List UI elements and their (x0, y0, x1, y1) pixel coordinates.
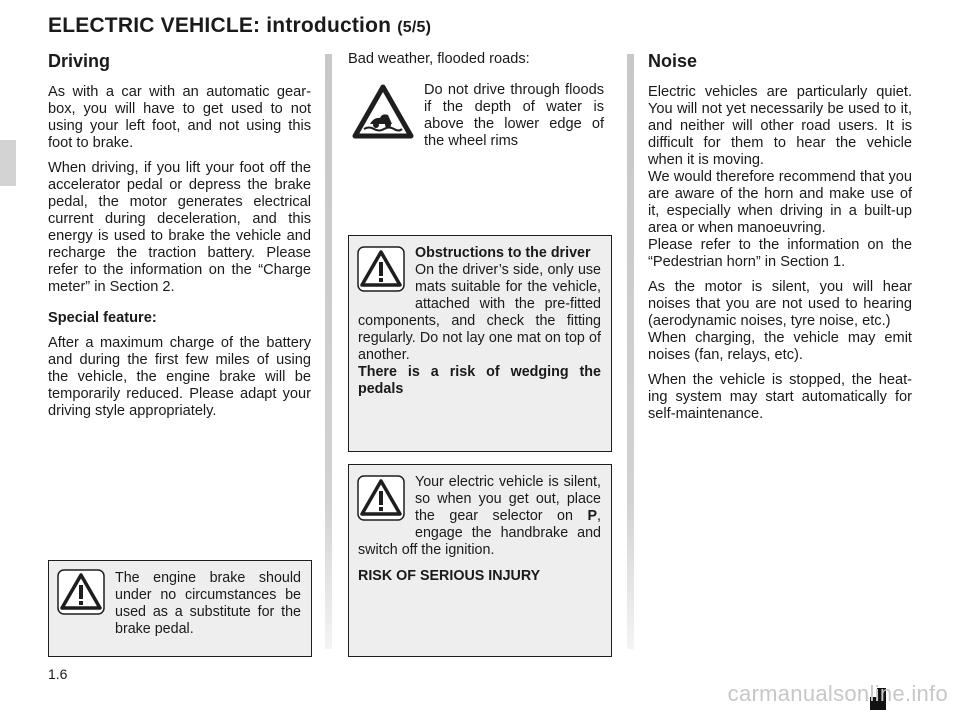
warning-triangle-icon (57, 569, 105, 615)
icon-float-spacer (358, 245, 415, 297)
engine-brake-warning-text: The engine brake should under no circumstances be used as a substitute for the brake pedal. (115, 570, 301, 637)
bad-weather-intro: Bad weather, flooded roads: (348, 51, 530, 67)
page-title (48, 14, 431, 38)
flood-warning-text: Do not drive through floods if the depth of water is above the lower edge of the wheel rims (424, 82, 604, 149)
silent-text-after: , engage the handbrake and switch off the ignition. (358, 508, 601, 558)
special-feature-label: Special feature: (48, 310, 157, 326)
gear-p-label: P (587, 508, 597, 524)
silent-vehicle-warning-box (348, 464, 612, 657)
driving-paragraph-2: When driving, if you lift your foot off the accelerator pedal or depress the brake pedal, the motor generates electrical current during deceleration, and this energy is used to brake the vehicle and recharge the traction battery. Please refer to the information on the “Charge meter” in Section 2. (48, 160, 311, 295)
noise-paragraph-2b: When charging, the vehicle may emit noises (fan, relays, etc). (648, 330, 912, 363)
obstructions-text: On the driver’s side, only use mats suitable for the vehicle, attached with the pre-fitted components, and check the fitting regularly. Do not lay one mat on top of another. (358, 262, 601, 363)
flooded-road-icon (352, 84, 414, 140)
obstructions-content (358, 245, 601, 398)
icon-float-spacer (358, 474, 415, 526)
noise-paragraph-2: As the motor is silent, you will hear noises that you are not used to hearing (aerodynamic noises, tyre noise, etc.) (648, 279, 912, 329)
page-title-suffix: (5/5) (397, 19, 432, 36)
obstructions-emphasis: There is a risk of wedging the pedals (358, 364, 601, 397)
obstructions-title: Obstructions to the driver (415, 245, 591, 261)
page-number: 1.6 (48, 666, 68, 682)
noise-heading: Noise (648, 51, 698, 71)
silent-text-before: Your electric vehicle is silent, so when you get out, place the gear selector on (415, 474, 601, 524)
section-tab-marker (0, 140, 16, 186)
obstructions-warning-box (348, 235, 612, 452)
noise-paragraph-1c: Please refer to the information on the “Pedestrian horn” in Section 1. (648, 237, 912, 270)
noise-paragraph-1b: We would therefore recommend that you are aware of the horn and make use of it, especially when driving in a built-up area or when manoeuvring. (648, 169, 912, 236)
driving-paragraph-1: As with a car with an automatic gear-box, you will have to get used to not using your left foot, and not using this foot to brake. (48, 84, 311, 151)
driving-paragraph-3: After a maximum charge of the battery and during the first few miles of using the vehicle, the engine brake will be temporarily reduced. Please adapt your driving style appropriately. (48, 335, 311, 419)
page-title-text: ELECTRIC VEHICLE: introduction (48, 14, 392, 37)
column-divider-right (627, 54, 634, 649)
engine-brake-warning-box (48, 560, 312, 657)
watermark: carmanualsonline.info (727, 681, 948, 706)
noise-paragraph-1: Electric vehicles are particularly quiet. You will not yet necessarily be used to it, and neither will other road users. It is difficult for them to hear the vehicle when it is moving. (648, 84, 912, 168)
column-divider-left (325, 54, 332, 649)
noise-paragraph-3: When the vehicle is stopped, the heat-ing system may start automatically for self-maintenance. (648, 372, 912, 422)
silent-vehicle-content (358, 474, 601, 585)
serious-injury-warning: RISK OF SERIOUS INJURY (358, 568, 541, 584)
driving-heading: Driving (48, 51, 111, 71)
left-column (48, 50, 311, 428)
right-column (648, 50, 912, 431)
